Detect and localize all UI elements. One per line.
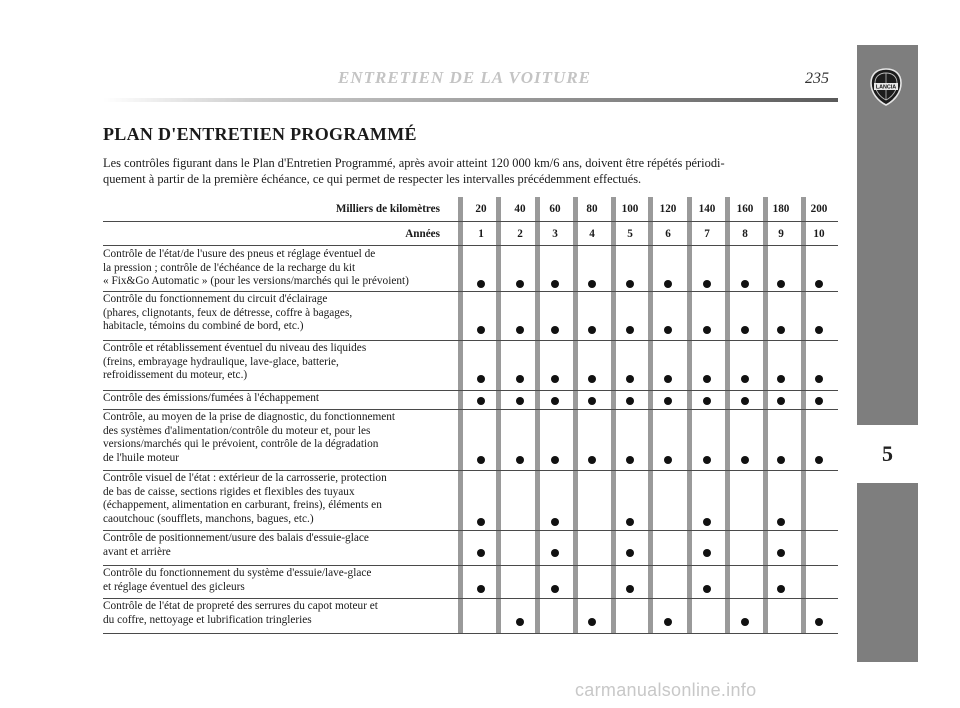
table-row-text-line: habitacle, témoins du combiné de bord, etc.) xyxy=(103,320,304,332)
year-value: 3 xyxy=(552,228,558,240)
table-row-text-line: Contrôle et rétablissement éventuel du niveau des liquides xyxy=(103,342,367,354)
intro-line: quement à partir de la première échéance, ce qui permet de respecter les intervalles précédemment effectués. xyxy=(103,172,642,186)
section-title: PLAN D'ENTRETIEN PROGRAMMÉ xyxy=(103,124,417,144)
check-dot xyxy=(777,280,785,288)
table-row-label xyxy=(103,567,453,594)
check-dot xyxy=(664,618,672,626)
table-row-text-line: refroidissement du moteur, etc.) xyxy=(103,369,248,381)
check-dot xyxy=(588,618,596,626)
check-dot xyxy=(551,549,559,557)
check-dot xyxy=(741,456,749,464)
years-header-row xyxy=(103,222,838,246)
year-value: 2 xyxy=(517,228,523,240)
km-value: 180 xyxy=(772,203,790,215)
column-band xyxy=(725,197,730,633)
check-dot xyxy=(516,456,524,464)
column-band xyxy=(535,197,540,633)
check-dot xyxy=(815,326,823,334)
check-dot xyxy=(741,280,749,288)
column-band xyxy=(573,197,578,633)
intro-paragraph xyxy=(103,155,823,187)
table-row-text-line: versions/marchés qui le prévoient, contrôle de la dégradation xyxy=(103,438,379,450)
check-dot xyxy=(551,585,559,593)
table-row-text-line: de l'huile moteur xyxy=(103,451,180,464)
table-row-text-line: avant et arrière xyxy=(103,545,171,558)
check-dot xyxy=(703,456,711,464)
km-value: 160 xyxy=(736,203,754,215)
check-dot xyxy=(815,397,823,405)
check-dot xyxy=(551,280,559,288)
km-value: 80 xyxy=(586,203,598,215)
check-dot xyxy=(516,618,524,626)
check-dot xyxy=(626,549,634,557)
year-value: 6 xyxy=(665,228,671,240)
row-divider xyxy=(103,340,838,341)
table-row-label xyxy=(103,532,453,559)
table-row-label xyxy=(103,248,453,289)
check-dot xyxy=(703,280,711,288)
year-value: 5 xyxy=(627,228,633,240)
column-band xyxy=(458,197,463,633)
year-value: 4 xyxy=(589,228,595,240)
header-divider xyxy=(103,245,838,246)
check-dot xyxy=(477,549,485,557)
check-dot xyxy=(703,326,711,334)
row-divider xyxy=(103,530,838,531)
check-dot xyxy=(477,397,485,405)
check-dot xyxy=(703,585,711,593)
check-dot xyxy=(588,456,596,464)
check-dot xyxy=(664,397,672,405)
table-row-text-line: Contrôle de l'état/de l'usure des pneus et réglage éventuel de xyxy=(103,248,376,260)
check-dot xyxy=(741,397,749,405)
check-dot xyxy=(626,456,634,464)
year-value: 8 xyxy=(742,228,748,240)
column-band xyxy=(801,197,806,633)
header-rule xyxy=(103,98,838,102)
table-row-text-line: Contrôle de l'état de propreté des serrures du capot moteur et xyxy=(103,600,378,612)
check-dot xyxy=(777,585,785,593)
check-dot xyxy=(477,280,485,288)
column-band xyxy=(611,197,616,633)
check-dot xyxy=(516,280,524,288)
table-row-label xyxy=(103,411,453,465)
check-dot xyxy=(588,326,596,334)
table-row-text-line: des systèmes d'alimentation/contrôle du moteur et, pour les xyxy=(103,424,371,437)
column-band xyxy=(687,197,692,633)
check-dot xyxy=(664,280,672,288)
page-number: 235 xyxy=(805,70,829,87)
row-divider xyxy=(103,390,838,391)
column-band xyxy=(648,197,653,633)
check-dot xyxy=(477,456,485,464)
check-dot xyxy=(477,585,485,593)
check-dot xyxy=(626,326,634,334)
check-dot xyxy=(588,280,596,288)
row-divider xyxy=(103,291,838,292)
table-row-text-line: du coffre, nettoyage et lubrification tringleries xyxy=(103,613,312,626)
km-value: 100 xyxy=(621,203,639,215)
km-header-row xyxy=(103,197,838,221)
svg-text:LANCIA: LANCIA xyxy=(875,84,897,91)
check-dot xyxy=(703,549,711,557)
check-dot xyxy=(815,456,823,464)
check-dot xyxy=(703,518,711,526)
table-row-label xyxy=(103,600,453,627)
check-dot xyxy=(588,397,596,405)
chapter-number: 5 xyxy=(857,425,918,483)
check-dot xyxy=(477,326,485,334)
table-row-text-line: et réglage éventuel des gicleurs xyxy=(103,580,245,593)
table-row-text-line: Contrôle, au moyen de la prise de diagnostic, du fonctionnement xyxy=(103,411,396,423)
check-dot xyxy=(741,618,749,626)
chapter-side-tab xyxy=(857,45,918,662)
check-dot xyxy=(551,518,559,526)
check-dot xyxy=(626,518,634,526)
km-value: 120 xyxy=(659,203,677,215)
km-value: 60 xyxy=(549,203,561,215)
check-dot xyxy=(815,280,823,288)
check-dot xyxy=(815,618,823,626)
km-value: 140 xyxy=(698,203,716,215)
year-value: 7 xyxy=(704,228,710,240)
check-dot xyxy=(477,375,485,383)
km-value: 200 xyxy=(810,203,828,215)
check-dot xyxy=(777,326,785,334)
years-header-label: Années xyxy=(405,228,440,240)
check-dot xyxy=(777,456,785,464)
year-value: 10 xyxy=(813,228,825,240)
check-dot xyxy=(741,326,749,334)
check-dot xyxy=(703,375,711,383)
column-band xyxy=(763,197,768,633)
column-band xyxy=(496,197,501,633)
row-divider xyxy=(103,633,838,634)
running-header-title: ENTRETIEN DE LA VOITURE xyxy=(338,68,592,87)
table-row-text-line: Contrôle du fonctionnement du système d'essuie/lave-glace xyxy=(103,567,372,579)
table-row-text-line: Contrôle du fonctionnement du circuit d'éclairage xyxy=(103,293,328,305)
intro-line: Les contrôles figurant dans le Plan d'Entretien Programmé, après avoir atteint 120 000 km/6 ans, doivent être répétés périodi- xyxy=(103,156,725,170)
check-dot xyxy=(815,375,823,383)
table-row-label xyxy=(103,342,453,383)
check-dot xyxy=(516,326,524,334)
watermark: carmanualsonline.info xyxy=(575,680,757,700)
check-dot xyxy=(664,326,672,334)
km-value: 20 xyxy=(475,203,487,215)
check-dot xyxy=(516,397,524,405)
header-divider xyxy=(103,221,838,222)
table-row-text-line: la pression ; contrôle de l'échéance de la recharge du kit xyxy=(103,261,356,274)
row-divider xyxy=(103,598,838,599)
year-value: 9 xyxy=(778,228,784,240)
table-row-text-line: Contrôle visuel de l'état : extérieur de la carrosserie, protection xyxy=(103,472,387,484)
table-row-text-line: (échappement, alimentation en carburant, freins), éléments en xyxy=(103,499,382,511)
check-dot xyxy=(777,549,785,557)
check-dot xyxy=(516,375,524,383)
check-dot xyxy=(551,397,559,405)
check-dot xyxy=(664,375,672,383)
check-dot xyxy=(551,375,559,383)
check-dot xyxy=(777,397,785,405)
table-row-text-line: (freins, embrayage hydraulique, lave-glace, batterie, xyxy=(103,355,339,368)
check-dot xyxy=(626,397,634,405)
check-dot xyxy=(551,326,559,334)
row-divider xyxy=(103,470,838,471)
km-value: 40 xyxy=(514,203,526,215)
table-row-text-line: (phares, clignotants, feux de détresse, coffre à bagages, xyxy=(103,306,353,319)
table-row-text-line: caoutchouc (soufflets, manchons, bagues, etc.) xyxy=(103,512,314,525)
check-dot xyxy=(588,375,596,383)
table-row-text-line: « Fix&Go Automatic » (pour les versions/marchés qui le prévoient) xyxy=(103,275,409,287)
check-dot xyxy=(777,518,785,526)
table-row-text-line: Contrôle de positionnement/usure des balais d'essuie-glace xyxy=(103,532,369,544)
table-row-text-line: Contrôle des émissions/fumées à l'échappement xyxy=(103,392,319,404)
check-dot xyxy=(477,518,485,526)
year-value: 1 xyxy=(478,228,484,240)
check-dot xyxy=(664,456,672,464)
table-row-label xyxy=(103,392,453,406)
row-divider xyxy=(103,409,838,410)
check-dot xyxy=(626,280,634,288)
check-dot xyxy=(777,375,785,383)
row-divider xyxy=(103,565,838,566)
km-header-label: Milliers de kilomètres xyxy=(335,203,440,215)
table-row-text-line: de bas de caisse, sections rigides et flexibles des tuyaux xyxy=(103,485,355,498)
check-dot xyxy=(703,397,711,405)
check-dot xyxy=(626,375,634,383)
table-row-label xyxy=(103,472,453,526)
lancia-logo-icon xyxy=(869,68,903,106)
table-row-label xyxy=(103,293,453,334)
check-dot xyxy=(626,585,634,593)
check-dot xyxy=(551,456,559,464)
check-dot xyxy=(741,375,749,383)
